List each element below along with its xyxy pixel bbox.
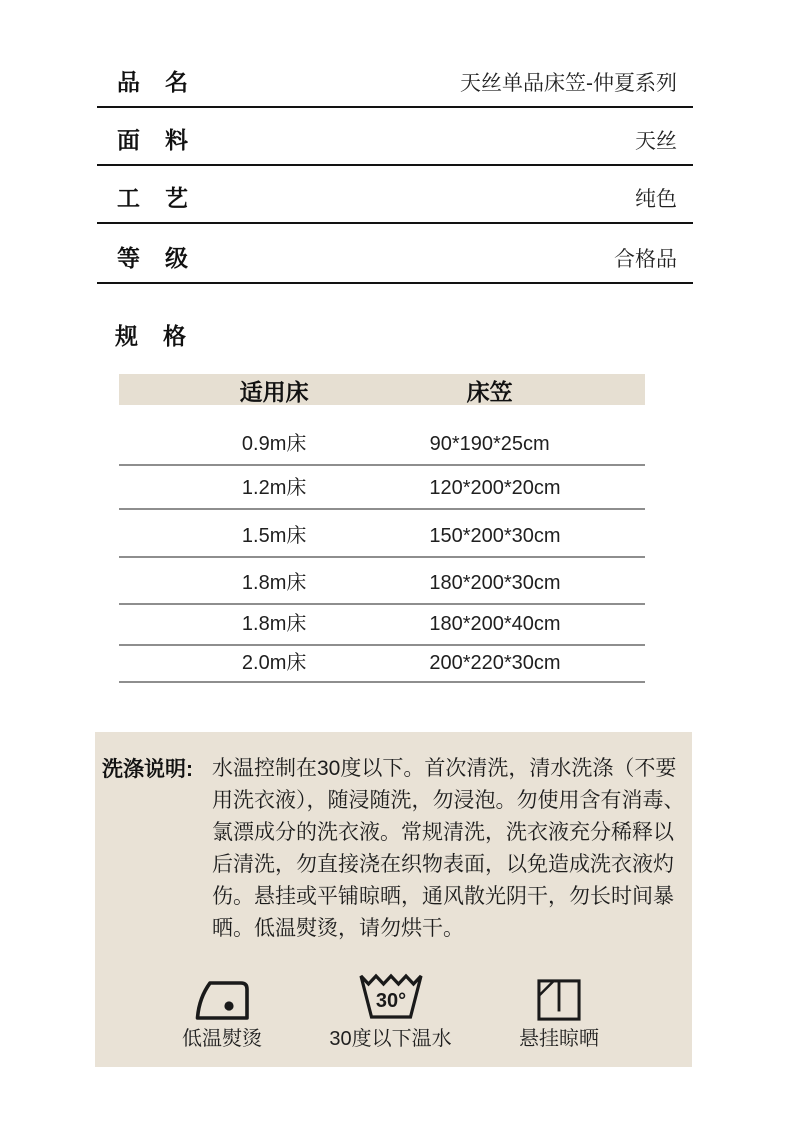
spec-column-header-sheet: 床笠 — [466, 379, 513, 405]
spec-table-row — [119, 605, 645, 646]
spec-table-row — [119, 405, 645, 466]
spec-table-row — [119, 646, 645, 683]
spec-table-row — [119, 510, 645, 558]
spec-column-header-bed: 适用床 — [239, 379, 309, 405]
spec-table-row — [119, 558, 645, 605]
care-symbol-wash-temp-label: 30度以下温水 — [329, 1028, 452, 1050]
attribute-value: 天丝 — [635, 130, 677, 153]
spec-heading: 规 格 — [115, 323, 187, 349]
spec-cell-bed: 2.0m床 — [241, 652, 307, 674]
washing-instructions-line: 氯漂成分的洗衣液。常规清洗，洗衣液充分稀释以 — [212, 821, 674, 844]
care-symbol-iron — [182, 979, 262, 1051]
washing-instructions-panel — [95, 732, 692, 1067]
care-symbol-wash-temp — [329, 969, 451, 1051]
washing-instructions-line: 伤。悬挂或平铺晾晒，通风散光阴干，勿长时间暴 — [212, 885, 674, 908]
washing-instructions — [95, 732, 692, 945]
care-symbol-hang-dry-label: 悬挂晾晒 — [519, 1028, 599, 1050]
spec-cell-bed: 0.9m床 — [241, 433, 307, 455]
spec-table-body — [119, 405, 645, 683]
washing-instructions-line: 水温控制在30度以下。首次清洗，清水洗涤（不要 — [212, 757, 677, 780]
attribute-row — [97, 108, 693, 166]
spec-cell-size: 180*200*30cm — [429, 572, 561, 594]
attribute-label: 品 名 — [117, 69, 189, 95]
spec-cell-bed: 1.8m床 — [241, 613, 307, 635]
wash-30-degrees-icon — [355, 969, 427, 1021]
spec-table-header — [119, 374, 645, 405]
hang-dry-icon — [537, 979, 581, 1021]
iron-low-temp-icon — [192, 979, 252, 1021]
attribute-row — [97, 50, 693, 108]
spec-cell-size: 180*200*40cm — [429, 613, 561, 635]
spec-table-row — [119, 466, 645, 510]
attribute-row — [97, 166, 693, 224]
attribute-value: 合格品 — [614, 248, 677, 271]
attribute-value: 天丝单品床笠-仲夏系列 — [460, 72, 677, 95]
spec-cell-size: 200*220*30cm — [429, 652, 561, 674]
washing-instructions-body — [212, 753, 685, 945]
attribute-label: 面 料 — [117, 127, 189, 153]
attribute-value: 纯色 — [635, 188, 677, 211]
spec-cell-bed: 1.8m床 — [241, 572, 307, 594]
care-symbol-iron-label: 低温熨烫 — [182, 1028, 262, 1050]
care-symbol-hang-dry — [519, 979, 599, 1051]
spec-cell-size: 90*190*25cm — [429, 433, 550, 455]
washing-instructions-line: 晒。低温熨烫，请勿烘干。 — [212, 917, 464, 940]
care-symbols-row — [95, 969, 692, 1051]
product-attributes — [97, 50, 693, 284]
attribute-label: 工 艺 — [117, 185, 189, 211]
attribute-row — [97, 224, 693, 284]
spec-cell-bed: 1.5m床 — [241, 525, 307, 547]
spec-cell-size: 150*200*30cm — [429, 525, 561, 547]
spec-cell-bed: 1.2m床 — [241, 477, 307, 499]
wash-temperature-text: 30° — [375, 990, 406, 1012]
washing-instructions-line: 后清洗，勿直接浇在织物表面，以免造成洗衣液灼 — [212, 853, 674, 876]
washing-instructions-label: 洗涤说明: — [102, 758, 193, 781]
spec-table — [119, 374, 645, 683]
washing-instructions-line: 用洗衣液），随浸随洗，勿浸泡。勿使用含有消毒、 — [212, 789, 685, 812]
spec-cell-size: 120*200*20cm — [429, 477, 561, 499]
attribute-label: 等 级 — [117, 245, 189, 271]
